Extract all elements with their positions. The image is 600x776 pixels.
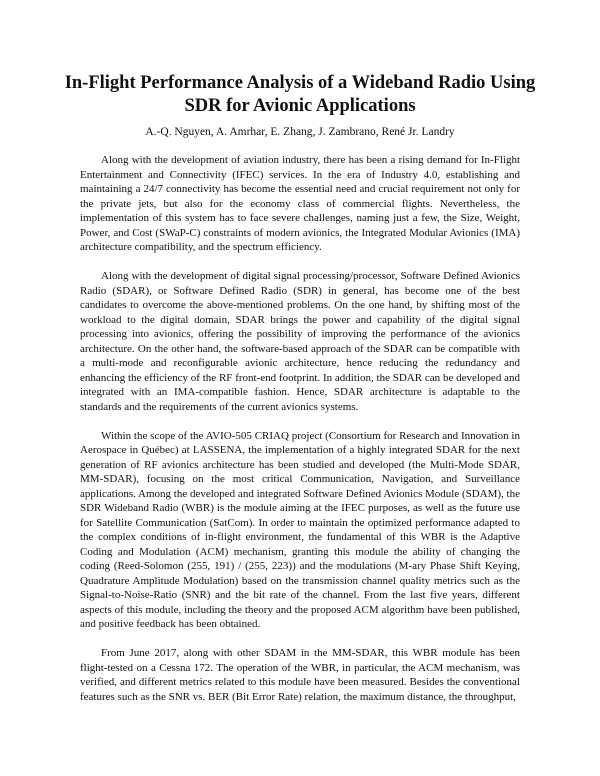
abstract-body: [80, 153, 520, 719]
body-paragraph: From June 2017, along with other SDAM in the MM-SDAR, this WBR module has been flight-tested on a Cessna 172. The operation of the WBR, in particular, the ACM mechanism, was verified, and different metrics related to this module have been measured. Besides the conventional features such as the SNR vs. BER (Bit Error Rate) relation, the maximum distance, the throughput,: [80, 647, 520, 703]
paper-title: In-Flight Performance Analysis of a Wideband Radio Using SDR for Avionic Applications: [64, 73, 536, 116]
body-paragraph: Along with the development of digital signal processing/processor, Software Defined Avionics Radio (SDAR), or Software Defined Radio (SDR) in general, has become one of the best candidates to overcome the above-mentioned problems. On the one hand, by shifting most of the workload to the digital domain, SDAR brings the power and capability of the digital signal processing into avionics, offering the possibility of improving the performance of the avionics architecture. On the other hand, the software-based approach of the SDAR can be compatible with a multi-mode and reconfigurable avionic architecture, hence reducing the redundancy and enhancing the efficiency of the RF front-end footprint. In addition, the SDAR can be developed and integrated with an IMA-compatible fashion. Hence, SDAR architecture is adaptable to the standards and the requirements of the current avionics systems.: [80, 270, 520, 413]
author-list: A.-Q. Nguyen, A. Amrhar, E. Zhang, J. Zambrano, René Jr. Landry: [145, 126, 455, 138]
body-paragraph: Within the scope of the AVIO-505 CRIAQ project (Consortium for Research and Innovation in Aerospace in Québec) at LASSENA, the implementation of a highly integrated SDAR for the next generation of RF avionics architecture has been studied and developed (the Multi-Mode SDAR, MM-SDAR), focusing on the most critical Communication, Navigation, and Surveillance applications. Among the developed and integrated Software Defined Avionics Module (SDAM), the SDR Wideband Radio (WBR) is the module aiming at the IFEC purposes, as well as the future use for Satellite Communication (SatCom). In order to maintain the optimized performance adapted to the complex conditions of in-flight environment, the fundamental of this WBR is the Adaptive Coding and Modulation (ACM) mechanism, granting this module the ability of changing the coding (Reed-Solomon (255, 191) / (255, 223)) and the modulations (M-ary Phase Shift Keying, Quadrature Amplitude Modulation) based on the transmission channel quality metrics such as the Signal-to-Noise-Ratio (SNR) and the bit rate of the channel. From the last five years, different aspects of this module, including the theory and the proposed ACM algorithm have been published, and positive feedback has been obtained.: [80, 429, 520, 630]
body-paragraph: Along with the development of aviation industry, there has been a rising demand for In-Flight Entertainment and Connectivity (IFEC) services. In the era of Industry 4.0, establishing and maintaining a 24/7 connectivity has become the essential need and crucial requirement not only for the private jets, but also for the economy class of commercial flights. Nevertheless, the implementation of this system has to face severe challenges, naming just a few, the Size, Weight, Power, and Cost (SWaP-C) constraints of modern avionics, the Integrated Modular Avionics (IMA) architecture compatibility, and the spectrum efficiency.: [80, 154, 520, 253]
